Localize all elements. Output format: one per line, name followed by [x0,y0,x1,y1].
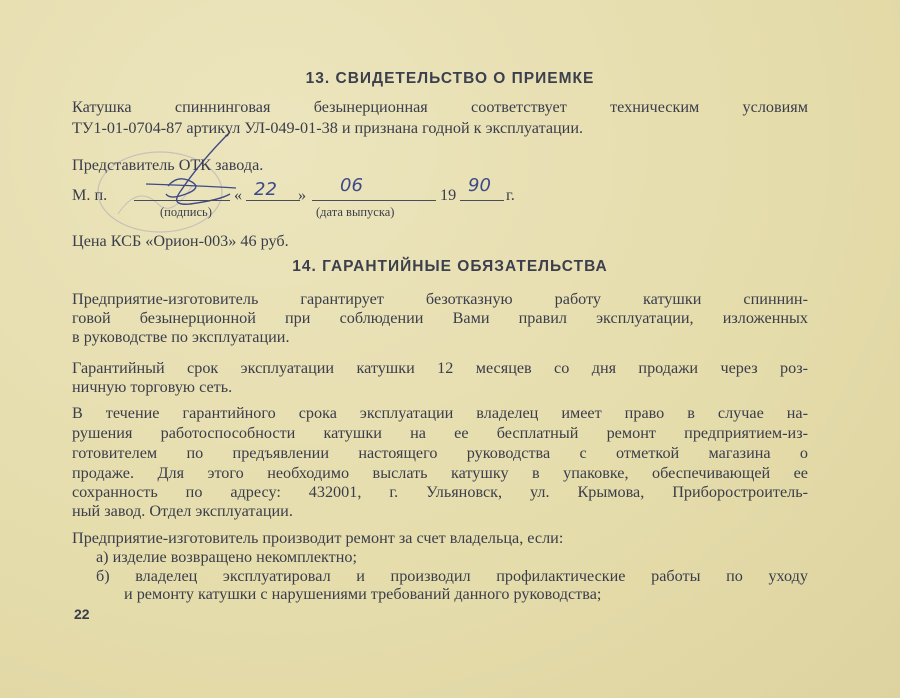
year-line [460,200,504,201]
year-unit: г. [506,186,515,204]
month-line [312,200,436,201]
quote-close: » [298,186,307,204]
warranty-p2-line-2: ничную торговую сеть. [72,378,233,396]
warranty-p3-line-2: рушения работоспособности катушки на ее бесплатный ремонт предприятием-из- [72,424,808,442]
warranty-p4-item-a: а) изделие возвращено некомплектно; [96,548,357,566]
date-caption: (дата выпуска) [316,205,395,219]
section-13-heading: 13. СВИДЕТЕЛЬСТВО О ПРИЕМКЕ [305,70,595,87]
warranty-p1-line-3: в руководстве по эксплуатации. [72,328,290,346]
warranty-p3-line-4: продаже. Для этого необходимо выслать катушку в упаковке, обеспечивающей ее [72,464,808,482]
warranty-p3-line-1: В течение гарантийного срока эксплуатации владелец имеет право в случае на- [72,404,808,422]
warranty-p4-item-b-cont: и ремонту катушки с нарушениями требований данного руководства; [124,585,602,603]
warranty-p3-line-5: сохранность по адресу: 432001, г. Ульяновск, ул. Крымова, Приборостроитель- [72,483,808,501]
signature-line [134,200,230,201]
representative-line: Представитель ОТК завода. [72,156,264,174]
price-line: Цена КСБ «Орион-003» 46 руб. [72,232,289,250]
acceptance-line-2: ТУ1-01-0704-87 артикул УЛ-049-01-38 и признана годной к эксплуатации. [72,119,584,137]
warranty-p3-line-3: готовителем по предъявлении настоящего руководства с отметкой магазина о [72,444,808,462]
mp-label: М. п. [72,186,108,204]
warranty-p1-line-2: говой безынерционной при соблюдении Вами правил эксплуатации, изложенных [72,309,808,327]
month-handwritten: 06 [340,175,363,196]
section-14-heading: 14. ГАРАНТИЙНЫЕ ОБЯЗАТЕЛЬСТВА [292,258,608,275]
warranty-p1-line-1: Предприятие-изготовитель гарантирует безотказную работу катушки спиннин- [72,290,808,308]
quote-open: « [234,186,243,204]
warranty-p2-line-1: Гарантийный срок эксплуатации катушки 12 месяцев со дня продажи через роз- [72,359,808,377]
day-handwritten: 22 [254,179,277,200]
year-prefix: 19 [440,186,457,204]
year-handwritten: 90 [468,175,491,196]
signature-caption: (подпись) [160,205,212,219]
acceptance-line-1: Катушка спиннинговая безынерционная соответствует техническим условиям [72,98,808,116]
warranty-p3-line-6: ный завод. Отдел эксплуатации. [72,502,293,520]
warranty-p4-intro: Предприятие-изготовитель производит ремонт за счет владельца, если: [72,529,564,547]
day-line [246,200,300,201]
warranty-p4-item-b: б) владелец эксплуатировал и производил профилактические работы по уходу [96,567,808,585]
page-number: 22 [74,606,90,622]
